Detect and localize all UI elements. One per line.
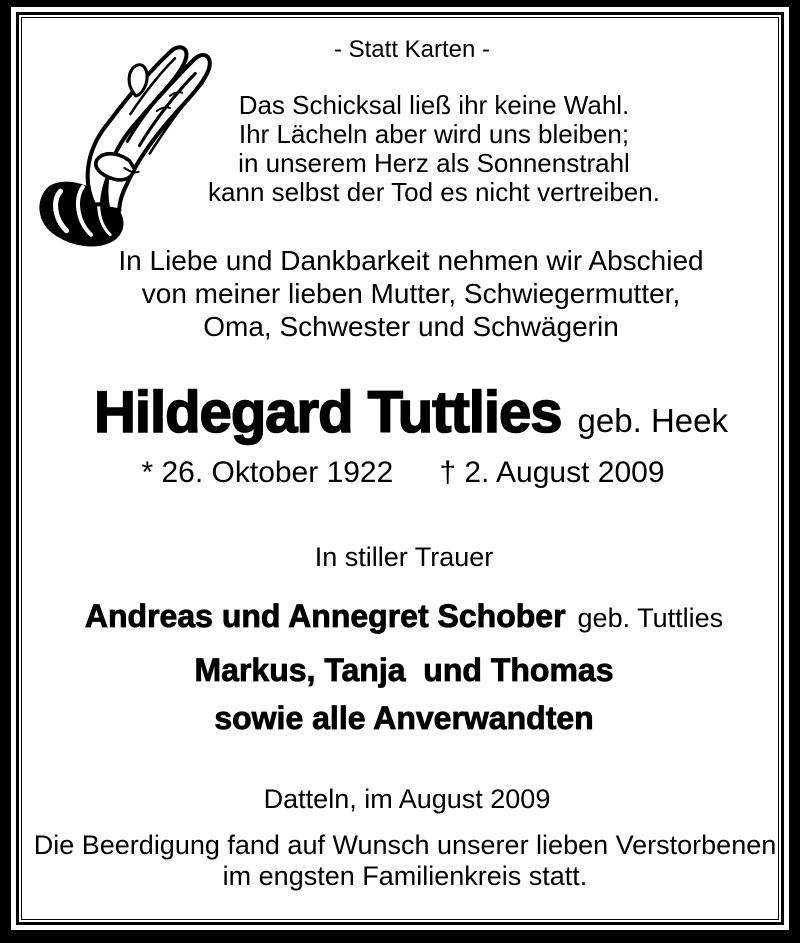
mourner-names: Andreas und Annegret Schober xyxy=(84,598,566,634)
epigraph-line: Ihr Lächeln aber wird uns bleiben; xyxy=(238,119,630,149)
mourner-row xyxy=(26,654,779,686)
inner-rule xyxy=(21,17,779,920)
place-and-date: Datteln, im August 2009 xyxy=(263,784,551,814)
intro-line: In Liebe und Dankbarkeit nehmen wir Abschied xyxy=(118,245,704,276)
epigraph-line: Das Schicksal ließ ihr keine Wahl. xyxy=(238,90,630,120)
death-date: † 2. August 2009 xyxy=(439,456,665,489)
burial-note-line: im engsten Familienkreis statt. xyxy=(222,861,588,891)
epigraph-verse xyxy=(56,91,779,207)
epigraph-line: kann selbst der Tod es nicht vertreiben. xyxy=(208,177,660,207)
farewell-intro xyxy=(33,244,779,343)
mourner-row xyxy=(26,600,779,632)
statt-karten-header: - Statt Karten - xyxy=(333,36,491,63)
burial-note xyxy=(27,830,779,892)
notice-page xyxy=(11,7,789,930)
mourner-names: sowie alle Anverwandten xyxy=(214,700,594,736)
mourner-names: Markus, Tanja und Thomas xyxy=(194,652,614,688)
birth-date: * 26. Oktober 1922 xyxy=(141,456,394,489)
intro-line: Oma, Schwester und Schwägerin xyxy=(203,311,619,342)
deceased-name-row xyxy=(33,380,779,445)
mourning-header: In stiller Trauer xyxy=(314,542,494,572)
epigraph-line: in unserem Herz als Sonnenstrahl xyxy=(238,148,630,178)
maiden-name: geb. Heek xyxy=(577,402,728,439)
mourner-row xyxy=(26,702,779,734)
deceased-name: Hildegard Tuttlies xyxy=(94,380,562,445)
life-dates-row xyxy=(25,458,779,488)
mourner-maiden-name: geb. Tuttlies xyxy=(577,603,724,633)
burial-note-line: Die Beerdigung fand auf Wunsch unserer lieben Verstorbenen xyxy=(33,830,777,860)
intro-line: von meiner lieben Mutter, Schwiegermutter, xyxy=(141,278,681,309)
outer-rule xyxy=(16,12,784,925)
